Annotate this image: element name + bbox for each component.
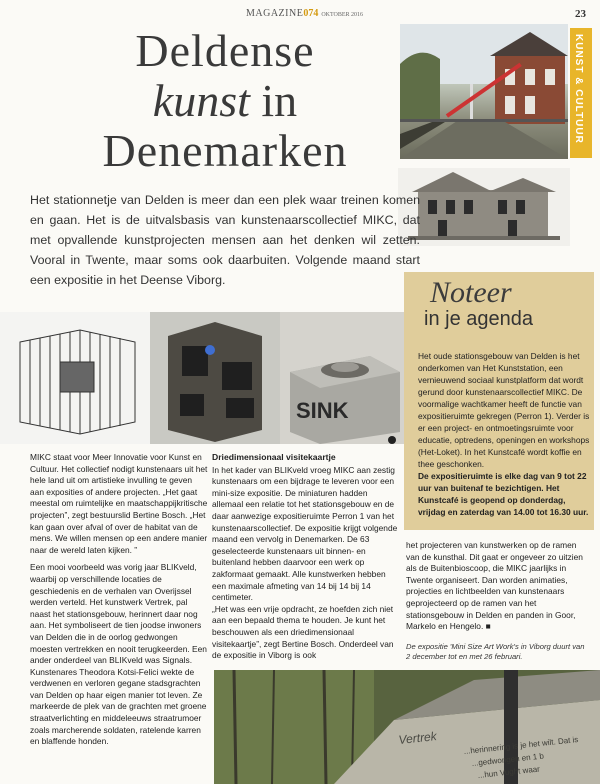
article-column-2 (212, 452, 400, 662)
agenda-title-2: in je agenda (424, 308, 533, 330)
plaque-title: Vertrek (397, 729, 438, 747)
artwork-photos-illustration (0, 312, 410, 444)
article-column-3 (406, 540, 590, 633)
station-model-illustration (398, 168, 570, 246)
sink-artwork (290, 356, 400, 444)
agenda-title-1: Noteer (430, 276, 512, 309)
sink-sign-text: SINK (296, 398, 349, 423)
page-number: 23 (575, 8, 586, 20)
station-photo (400, 24, 568, 159)
photo-caption: De expositie 'Mini Size Art Work's in Viborg duurt van 2 december tot en met 26 februari. (406, 642, 585, 661)
plaque-line-1: ...herinnering is je het wilt. Dat is (463, 734, 579, 756)
station-photo-illustration (400, 24, 568, 159)
magazine-issue: 074 (303, 8, 319, 19)
column-1-paragraph-2: Een mooi voorbeeld was vorig jaar BLIKveld, waarbij op verschillende locaties de geschiedenis en de verhalen van Overijssel werden verteld. Het kunstwerk Vertrek, pal naast het stationsgebouw, herinnert daar nog aan. Het symboliseert de tien joodse inwoners van Delden die in de oorlog gedwongen moesten vertrekken en nooit terugkeerden. Een ander onderdeel van BLIKveld was Signals. Kunstenares Theodora Kotsi-Felici wekte de verdwenen en verloren gegane stadsgrachten van Delden op haar eigen manier tot leven. Ze markeerde de plek van de grachten met groene straatverlichting en middeleeuws straatrumoer zoals marcherende soldaten, ratelende karren en blaffende honden. (30, 562, 207, 747)
article-title (40, 26, 410, 176)
column-2-paragraph-2: „Het was een vrije opdracht, ze hoefden zich niet aan een bepaald thema te houden. Je kunt het beschouwen als een driedimensionaal visitekaartje”, zegt Bertine Bosch. Onderdeel van de expositie in Viborg is ook (212, 603, 394, 661)
lantern-artwork (168, 322, 262, 442)
magazine-masthead (246, 8, 363, 19)
page-header (0, 8, 600, 22)
column-1-paragraph-1: MIKC staat voor Meer Innovatie voor Kunst en Cultuur. Het collectief nodigt kunstenaars uit het hele land uit om artistieke invulling te geven aan exposities of andere projecten. „Het gaat meestal om ruimtelijke en maatschappijkritische projecten”, zegt bestuurslid Bertine Bosch. „Het kan gaan over afval of over de habitat van de mens. We willen mensen op een andere manier naar de wereld laten kijken. ” (30, 452, 208, 555)
article-column-1 (30, 452, 208, 748)
agenda-paragraph-2: De expositieruimte is elke dag van 9 tot 22 uur van buitenaf te bezichtigen. Het Kunstcafé is geopend op donderdag, vrijdag en zaterdag van 14.00 tot 16.30 uur. (418, 471, 589, 517)
title-line-2 (40, 76, 410, 126)
agenda-heading (424, 276, 590, 331)
column-2-subheading: Driedimensionaal visitekaartje (212, 452, 336, 462)
title-line-3: Denemarken (102, 125, 348, 176)
agenda-body (418, 350, 590, 518)
title-italic-word: kunst (152, 75, 250, 126)
magazine-month: OKTOBER 2016 (321, 12, 364, 18)
vertrek-memorial-illustration (214, 670, 600, 784)
vertrek-memorial-photo (214, 670, 600, 784)
plaque-line-2: ...gedwongen en 1 b (471, 751, 545, 768)
article-intro: Het stationnetje van Delden is meer dan een plek waar treinen komen en gaan. Het is de uitvalsbasis van kunstenaarscollectief MIKC, dat met opvallende kunstprojecten mensen aan het denken wil zetten. Vooral in Twente, maar soms ook daarbuiten. Volgende maand start een expositie in het Deense Viborg. (30, 193, 420, 287)
artwork-photos (0, 312, 410, 444)
column-3-paragraph-1: het projecteren van kunstwerken op de ramen van de kunsthal. Dit gaat er ongeveer zo uitzien als de Buitenbioscoop, die MIKC jaarlijks in Twente organiseert. Dan worden animaties, projecties en lichtbeelden van kunstenaars geprojecteerd op de ramen van het stationsgebouw in Delden en panden in Goor, Markelo en Hengelo. ■ (406, 540, 583, 632)
section-label: KUNST & CULTUUR (573, 34, 584, 144)
section-label-bar (570, 28, 592, 158)
title-line-1: Deldense (135, 25, 315, 76)
station-model-photo (398, 168, 570, 246)
title-line-2-rest: in (249, 75, 298, 126)
column-2-paragraph-1: In het kader van BLIKveld vroeg MIKC aan zestig kunstenaars om een bijdrage te leveren voor een mini-size expositie. De miniaturen hadden allemaal een relatie tot het stationsgebouw en de daar aanwezige expositieruimte Perron 1 van het kunstenaarscollectief. De expositie krijgt volgende maand een vervolg in Denemarken. De 63 geselecteerde kunstenaars uit binnen- en buitenland hebben daarvoor een werk op zakformaat gemaakt. Alle kunstwerken hebben een maximale afmeting van 14 bij 14 bij 14 centimeter. (212, 464, 398, 603)
agenda-paragraph-1: Het oude stationsgebouw van Delden is het onderkomen van Het Kunststation, een vernieuwend sociaal kunstplatform dat wordt gerund door kunstenaarscollectief MIKC. De voormalige wachtkamer heeft de functie van expositieruimte gekregen (Perron 1). Verder is er een project- en ontmoetingsruimte voor educatie, optredens, openingen en workshops (Het-Loket). In het Kunstcafé wordt koffie en thee geschonken. (418, 351, 590, 469)
magazine-name: MAGAZINE (246, 8, 304, 19)
plaque-line-3: ...hun Vught waar (477, 764, 541, 780)
